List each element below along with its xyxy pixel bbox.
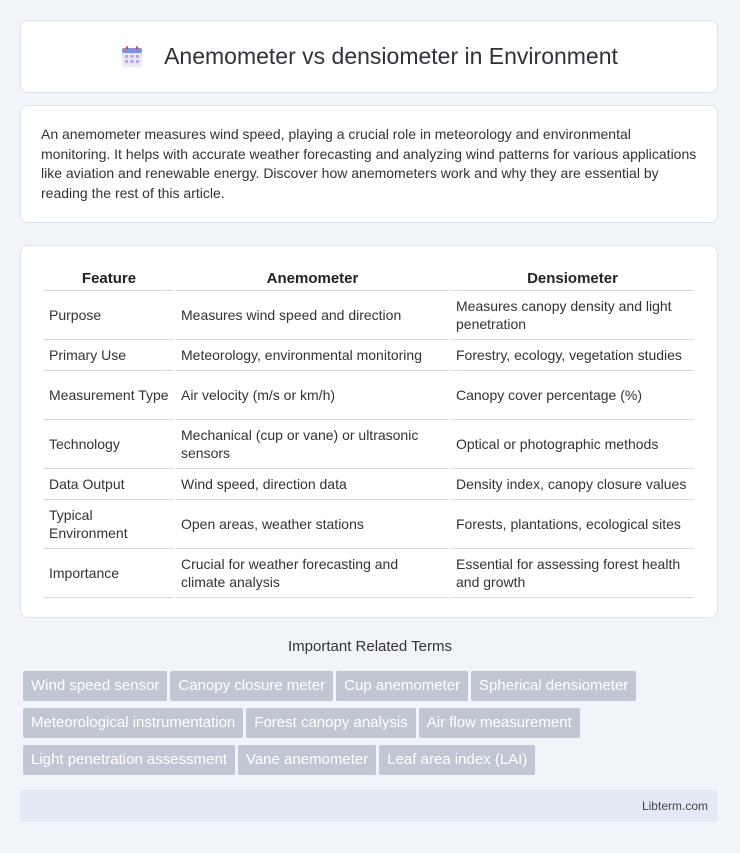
intro-card [20, 105, 718, 223]
table-cell: Technology [44, 420, 174, 469]
table-cell: Measurement Type [44, 371, 174, 420]
table-cell: Primary Use [44, 340, 174, 371]
table-cell: Crucial for weather forecasting and climate analysis [176, 549, 449, 598]
related-term-tag[interactable]: Cup anemometer [336, 671, 468, 701]
table-row [44, 371, 694, 420]
table-cell: Mechanical (cup or vane) or ultrasonic sensors [176, 420, 449, 469]
related-term-tag[interactable]: Vane anemometer [238, 745, 376, 775]
table-cell: Air velocity (m/s or km/h) [176, 371, 449, 420]
table-cell: Optical or photographic methods [451, 420, 694, 469]
related-term-tag[interactable]: Light penetration assessment [23, 745, 235, 775]
table-cell: Forestry, ecology, vegetation studies [451, 340, 694, 371]
table-header-cell: Feature [44, 266, 174, 291]
table-header-cell: Densiometer [451, 266, 694, 291]
table-cell: Density index, canopy closure values [451, 469, 694, 500]
table-row [44, 549, 694, 598]
related-term-tag[interactable]: Spherical densiometer [471, 671, 636, 701]
comparison-table [42, 266, 696, 598]
table-cell: Open areas, weather stations [176, 500, 449, 549]
table-row [44, 340, 694, 371]
comparison-table-card [20, 245, 718, 618]
related-term-tag[interactable]: Forest canopy analysis [246, 708, 415, 738]
related-term-tag[interactable]: Wind speed sensor [23, 671, 167, 701]
page-title: Anemometer vs densiometer in Environment [164, 43, 618, 69]
table-cell: Measures wind speed and direction [176, 291, 449, 340]
table-row [44, 420, 694, 469]
table-cell: Meteorology, environmental monitoring [176, 340, 449, 371]
table-cell: Forests, plantations, ecological sites [451, 500, 694, 549]
table-header-row [44, 266, 694, 291]
header-card [20, 20, 718, 93]
footer-brand[interactable]: Libterm.com [641, 799, 708, 813]
table-cell: Measures canopy density and light penetration [451, 291, 694, 340]
related-term-tag[interactable]: Meteorological instrumentation [23, 708, 243, 738]
table-cell: Wind speed, direction data [176, 469, 449, 500]
table-row [44, 500, 694, 549]
calendar-icon [120, 45, 144, 69]
table-cell: Data Output [44, 469, 174, 500]
related-term-tag[interactable]: Leaf area index (LAI) [379, 745, 535, 775]
table-row [44, 291, 694, 340]
table-cell: Importance [44, 549, 174, 598]
table-cell: Canopy cover percentage (%) [451, 371, 694, 420]
footer [20, 790, 718, 822]
table-header-cell: Anemometer [176, 266, 449, 291]
intro-text: An anemometer measures wind speed, playing a crucial role in meteorology and environmental monitoring. It helps with accurate weather forecasting and analyzing wind patterns for various applications like aviation and renewable energy. Discover how anemometers work and why they are essential by reading the rest of this article. [41, 126, 697, 201]
related-term-tag[interactable]: Air flow measurement [419, 708, 580, 738]
related-terms-tags [23, 671, 703, 782]
table-cell: Typical Environment [44, 500, 174, 549]
table-cell: Essential for assessing forest health and growth [451, 549, 694, 598]
related-terms-title: Important Related Terms [288, 638, 452, 655]
table-cell: Purpose [44, 291, 174, 340]
table-row [44, 469, 694, 500]
related-term-tag[interactable]: Canopy closure meter [170, 671, 333, 701]
